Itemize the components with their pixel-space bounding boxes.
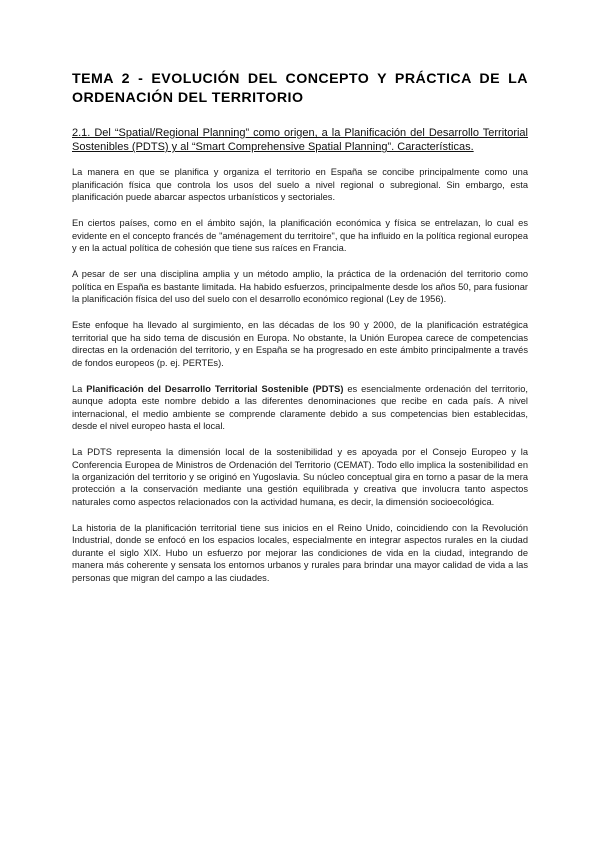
pdts-prefix: La xyxy=(72,383,87,394)
page-title: TEMA 2 - EVOLUCIÓN DEL CONCEPTO Y PRÁCTICA DE LA ORDENACIÓN DEL TERRITORIO xyxy=(72,71,528,106)
paragraph-6: La PDTS representa la dimensión local de la sostenibilidad y es apoyada por el Consejo Europeo y la Conferencia Europea de Ministros de Ordenación del Territorio (CEMAT). Todo ello implica la sostenibilidad en la organización del territorio y se originó en Yugoslavia. Su núcleo conceptual gira en torno a pasar de la mera protección a la conservación mediante una gestión equilibrada y creativa que involucra tanto aspectos naturales como aspectos relacionados con la actividad humana, es decir, la dimensión socioecológica. xyxy=(72,447,528,507)
paragraph-3: A pesar de ser una disciplina amplia y un método amplio, la práctica de la ordenación del territorio como política en España es bastante limitada. Ha habido esfuerzos, principalmente desde los años 50, para fusionar la planificación física del uso del suelo con el desarrollo económico regional (Ley de 1956). xyxy=(72,269,528,305)
section-heading: 2.1. Del “Spatial/Regional Planning” como origen, a la Planificación del Desarrollo Territorial Sostenibles (PDTS) y al “Smart Comprehensive Spatial Planning”. Características. xyxy=(72,127,528,154)
document-page xyxy=(72,70,528,598)
paragraph-pdts xyxy=(72,383,528,433)
paragraph-1: La manera en que se planifica y organiza el territorio en España se concibe principalmente como una planificación física que controla los usos del suelo a nivel regional o subregional. Sin embargo, esta planificación puede abarcar aspectos urbanísticos y sectoriales. xyxy=(72,167,528,203)
pdts-bold-term: Planificación del Desarrollo Territorial Sostenible (PDTS) xyxy=(86,383,344,394)
paragraph-7: La historia de la planificación territorial tiene sus inicios en el Reino Unido, coincidiendo con la Revolución Industrial, donde se enfocó en los espacios locales, especialmente en integrar aspectos rurales en la ciudad durante el siglo XIX. Hubo un esfuerzo por mejorar las condiciones de vida en la ciudad, integrando de manera más coherente y sensata los entornos urbanos y rurales para brindar una mayor calidad de vida a las personas que migran del campo a las ciudades. xyxy=(72,522,528,583)
paragraph-2: En ciertos países, como en el ámbito sajón, la planificación económica y física se entrelazan, lo cual es evidente en el concepto francés de "aménagement du territoire", que ha influido en la política regional europea y en la actual política de cohesión que tiene sus raíces en Francia. xyxy=(72,218,528,254)
pdts-suffix: es esencialmente ordenación del territorio, aunque adopta este nombre debido a las diferentes denominaciones que recibe en cada país. A nivel internacional, el medio ambiente se comprende claramente debido a sus competencias bien establecidas, desde el nivel europeo hasta el local. xyxy=(72,383,528,432)
paragraph-4: Este enfoque ha llevado al surgimiento, en las décadas de los 90 y 2000, de la planificación estratégica territorial que ha sido tema de discusión en Europa. No obstante, la Unión Europea carece de competencias directas en la ordenación del territorio, y en España se ha progresado en este ámbito principalmente a través de fondos europeos (p. ej. PERTEs). xyxy=(72,320,528,368)
